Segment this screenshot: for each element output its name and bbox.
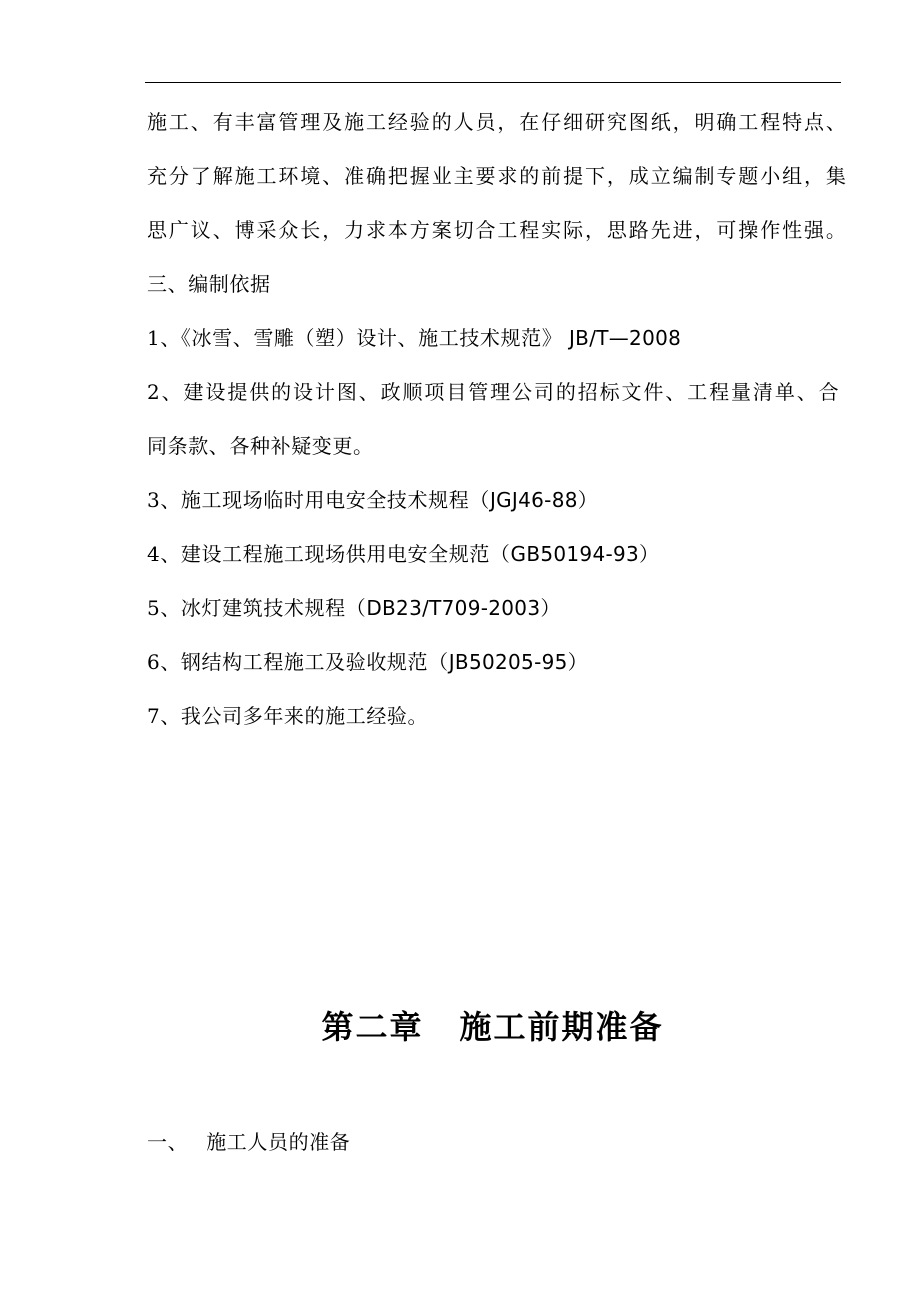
basis-item-5 <box>147 596 561 620</box>
basis-item-4 <box>147 542 659 566</box>
chapter-name: 施工前期准备 <box>459 1008 664 1046</box>
subsection-title: 施工人员的准备 <box>206 1130 351 1154</box>
basis-item-7 <box>147 704 428 728</box>
intro-paragraph-line-3: 思广议、博采众长，力求本方案切合工程实际，思路先进，可操作性强。 <box>147 218 848 242</box>
basis-item-text: 2、建设提供的设计图、政顺项目管理公司的招标文件、工程量清单、合 <box>147 380 841 404</box>
chapter-number: 第二章 <box>321 1008 424 1046</box>
basis-item-6 <box>147 650 588 674</box>
intro-paragraph-line-1: 施工、有丰富管理及施工经验的人员，在仔细研究图纸，明确工程特点、 <box>147 110 848 134</box>
basis-item-code: GB50194-93） <box>510 542 660 566</box>
basis-item-3 <box>147 488 598 512</box>
header-rule <box>145 82 841 83</box>
basis-item-2 <box>147 380 841 404</box>
basis-item-2-continued <box>147 434 374 458</box>
basis-item-code: DB23/T709-2003） <box>366 596 561 620</box>
basis-item-1 <box>147 326 681 350</box>
subsection-number: 一、 <box>147 1130 189 1154</box>
basis-item-text: 7、我公司多年来的施工经验。 <box>147 704 429 728</box>
basis-item-text: 4、建设工程施工现场供用电安全规范（ <box>147 542 511 566</box>
basis-item-code: JGJ46-88） <box>489 488 599 512</box>
section-heading-basis: 三、编制依据 <box>147 272 271 296</box>
chapter-title <box>0 1006 920 1048</box>
basis-item-text: 1、《冰雪、雪雕（塑）设计、施工技术规范》 <box>147 326 563 350</box>
basis-item-text: 5、冰灯建筑技术规程（ <box>147 596 367 620</box>
basis-item-text: 6、钢结构工程施工及验收规范（ <box>147 650 449 674</box>
basis-item-text: 同条款、各种补疑变更。 <box>147 434 374 458</box>
subsection-heading <box>147 1130 350 1154</box>
intro-paragraph-line-2: 充分了解施工环境、准确把握业主要求的前提下，成立编制专题小组，集 <box>147 164 848 188</box>
basis-item-code: JB50205-95） <box>448 650 588 674</box>
basis-item-text: 3、施工现场临时用电安全技术规程（ <box>147 488 490 512</box>
basis-item-code: JB/T—2008 <box>562 326 682 350</box>
